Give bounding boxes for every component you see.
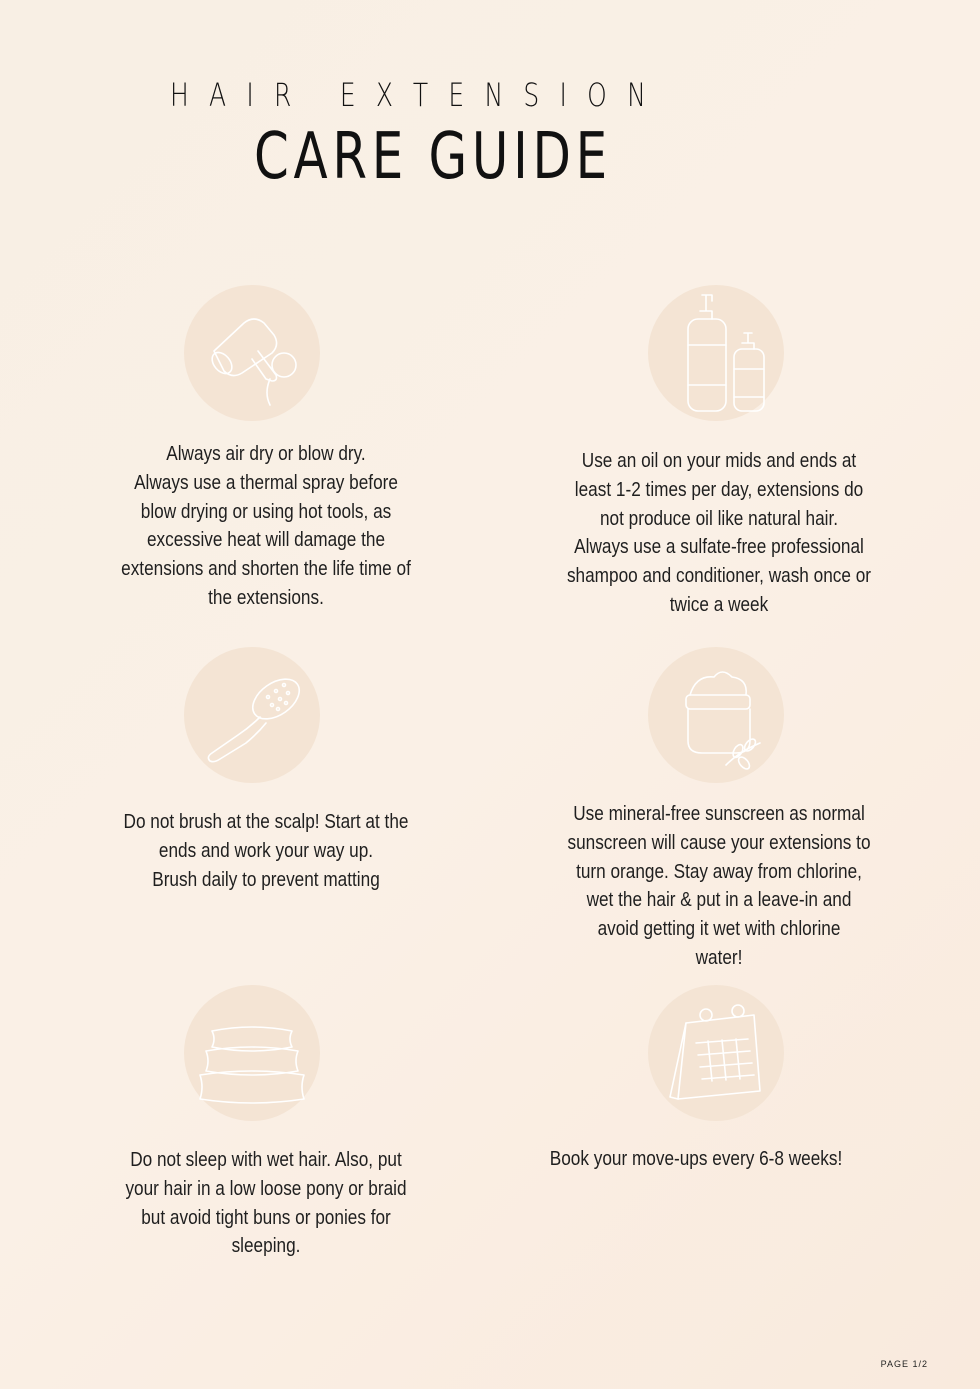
hair-dryer-icon [184, 285, 320, 421]
tip-oil-shampoo: Use an oil on your mids and ends at least 1-2 times per day, extensions do not produce oil like natural hair. Always use a sulfate-free professional shampoo and conditioner, wash once or twice a week [566, 450, 872, 616]
tip-sunscreen-chlorine: Use mineral-free sunscreen as normal sunscreen will cause your extensions to turn orange. Stay away from chlorine, wet the hair & put in a leave-in and avoid getting it wet with chlorine water! [567, 803, 871, 969]
bottles-icon [648, 285, 784, 421]
calendar-icon [648, 985, 784, 1121]
tip-move-ups: Book your move-ups every 6-8 weeks! [549, 1148, 843, 1170]
tip-dry-heat: Always air dry or blow dry. Always use a thermal spray before blow drying or using hot tools, as excessive heat will damage the extensions and shorten the life time of the extensions. [121, 443, 411, 609]
title-hair-extension: HAIR EXTENSION [170, 76, 667, 114]
page-number: PAGE 1/2 [880, 1359, 928, 1369]
cream-jar-icon [648, 647, 784, 783]
tip-brushing: Do not brush at the scalp! Start at the ends and work your way up. Brush daily to prevent matting [123, 811, 409, 891]
title-care-guide: CARE GUIDE [254, 120, 612, 194]
tip-sleeping: Do not sleep with wet hair. Also, put your hair in a low loose pony or braid but avoid tight buns or ponies for sleeping. [125, 1149, 407, 1258]
hairbrush-icon [184, 647, 320, 783]
pillows-icon [184, 985, 320, 1121]
